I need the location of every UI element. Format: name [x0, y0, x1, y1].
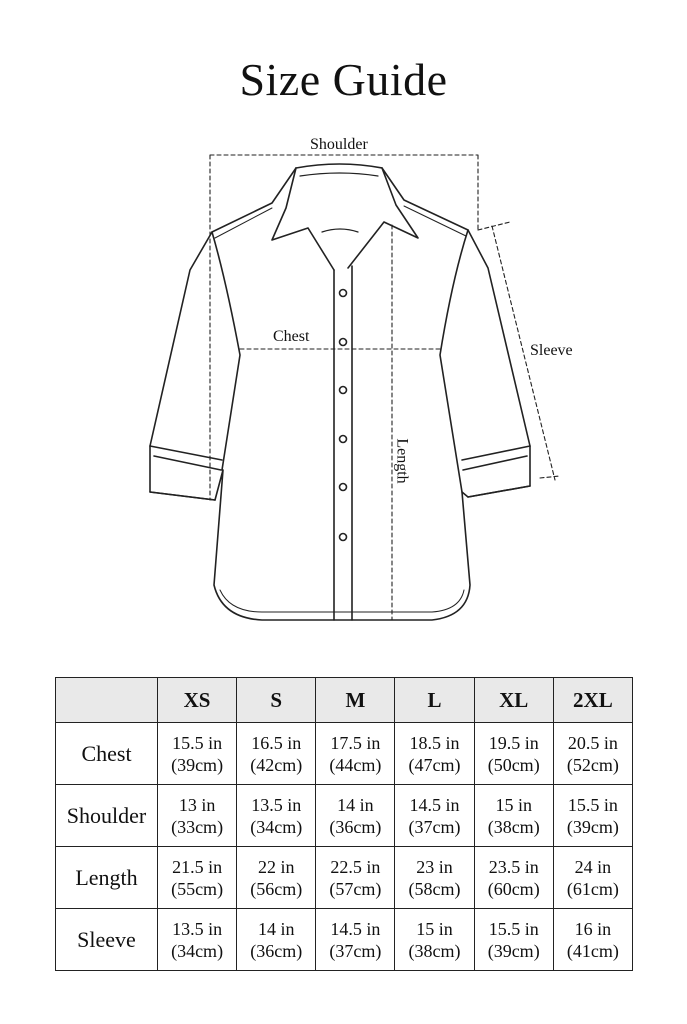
cm-value: (47cm): [408, 754, 461, 775]
cm-value: (42cm): [250, 754, 303, 775]
inch-value: 13.5 in: [172, 918, 223, 939]
inch-value: 14.5 in: [330, 918, 381, 939]
cm-value: (33cm): [171, 816, 224, 837]
cm-value: (55cm): [171, 878, 224, 899]
measurement-cell: [474, 847, 553, 909]
cm-value: (50cm): [487, 754, 540, 775]
measurement-cell: [553, 847, 632, 909]
inch-value: 15.5 in: [172, 732, 223, 753]
cm-value: (58cm): [408, 878, 461, 899]
size-table: [55, 677, 633, 971]
inch-value: 14 in: [257, 918, 295, 939]
button: [340, 290, 347, 297]
table-row: [56, 785, 633, 847]
measurement-cell: [474, 785, 553, 847]
inch-value: 16.5 in: [251, 732, 302, 753]
inch-value: 14 in: [337, 794, 374, 815]
button: [340, 484, 347, 491]
cm-value: (52cm): [566, 754, 619, 775]
measurement-label: Length: [56, 847, 158, 909]
measurement-cell: [395, 723, 474, 785]
inch-value: 15.5 in: [567, 794, 618, 815]
inch-value: 21.5 in: [172, 856, 223, 877]
size-header: M: [316, 678, 395, 723]
page-title: Size Guide: [239, 54, 448, 105]
cm-value: (61cm): [566, 878, 619, 899]
measurement-cell: [158, 909, 237, 971]
length-label: Length: [393, 435, 411, 486]
button: [340, 387, 347, 394]
table-row: [56, 723, 633, 785]
measurement-cell: [237, 847, 316, 909]
cm-value: (39cm): [171, 754, 224, 775]
collar: [272, 164, 418, 270]
cm-value: (41cm): [566, 940, 619, 961]
cm-value: (60cm): [487, 878, 540, 899]
inch-value: 13.5 in: [251, 794, 302, 815]
table-header-row: [56, 678, 633, 723]
size-header: S: [237, 678, 316, 723]
cm-value: (38cm): [408, 940, 461, 961]
measurement-cell: [474, 909, 553, 971]
sleeve-label: Sleeve: [527, 342, 576, 360]
inch-value: 16 in: [574, 918, 612, 939]
measurement-label: Shoulder: [56, 785, 158, 847]
cm-value: (44cm): [329, 754, 382, 775]
cm-value: (57cm): [329, 878, 382, 899]
inch-value: 17.5 in: [330, 732, 381, 753]
measurement-cell: [158, 723, 237, 785]
cm-value: (37cm): [408, 816, 461, 837]
measurement-cell: [553, 723, 632, 785]
inch-value: 24 in: [574, 856, 612, 877]
measurement-cell: [316, 785, 395, 847]
cm-value: (37cm): [329, 940, 382, 961]
measurement-cell: [316, 847, 395, 909]
measurement-cell: [474, 723, 553, 785]
table-row: [56, 909, 633, 971]
inch-value: 14.5 in: [409, 794, 460, 815]
inch-value: 20.5 in: [567, 732, 618, 753]
measurement-cell: [395, 847, 474, 909]
measurement-label: Sleeve: [56, 909, 158, 971]
inch-value: 15 in: [495, 794, 532, 815]
inch-value: 18.5 in: [409, 732, 460, 753]
inch-value: 22 in: [257, 856, 295, 877]
right-cuff: [462, 446, 530, 497]
inch-value: 23.5 in: [488, 856, 539, 877]
size-header: 2XL: [553, 678, 632, 723]
cm-value: (36cm): [329, 816, 382, 837]
measurement-cell: [395, 785, 474, 847]
measurement-cell: [316, 909, 395, 971]
button: [340, 534, 347, 541]
table-corner-cell: [56, 678, 158, 723]
inch-value: 19.5 in: [488, 732, 539, 753]
shirt-drawing: [0, 120, 687, 640]
cm-value: (56cm): [250, 878, 303, 899]
size-header: XS: [158, 678, 237, 723]
button: [340, 339, 347, 346]
measurement-cell: [158, 847, 237, 909]
inch-value: 15.5 in: [488, 918, 539, 939]
cm-value: (34cm): [250, 816, 303, 837]
inch-value: 13 in: [178, 794, 216, 815]
table-row: [56, 847, 633, 909]
measurement-cell: [158, 785, 237, 847]
measurement-cell: [237, 723, 316, 785]
cm-value: (39cm): [566, 816, 619, 837]
inch-value: 22.5 in: [330, 856, 381, 877]
measurement-cell: [553, 909, 632, 971]
chest-label: Chest: [270, 328, 312, 346]
inch-value: 15 in: [416, 918, 453, 939]
measurement-cell: [237, 909, 316, 971]
size-header: XL: [474, 678, 553, 723]
shoulder-label: Shoulder: [307, 136, 371, 154]
measurement-cell: [395, 909, 474, 971]
size-header: L: [395, 678, 474, 723]
left-cuff: [150, 446, 222, 500]
cm-value: (34cm): [171, 940, 224, 961]
measurement-cell: [316, 723, 395, 785]
measurement-cell: [237, 785, 316, 847]
shoulder-measure-line: [210, 155, 478, 500]
measurement-cell: [553, 785, 632, 847]
shirt-illustration: [0, 120, 687, 640]
measurement-label: Chest: [56, 723, 158, 785]
cm-value: (36cm): [250, 940, 303, 961]
cm-value: (38cm): [487, 816, 540, 837]
cm-value: (39cm): [487, 940, 540, 961]
shirt-body-outline: [150, 168, 530, 620]
button: [340, 436, 347, 443]
inch-value: 23 in: [416, 856, 453, 877]
